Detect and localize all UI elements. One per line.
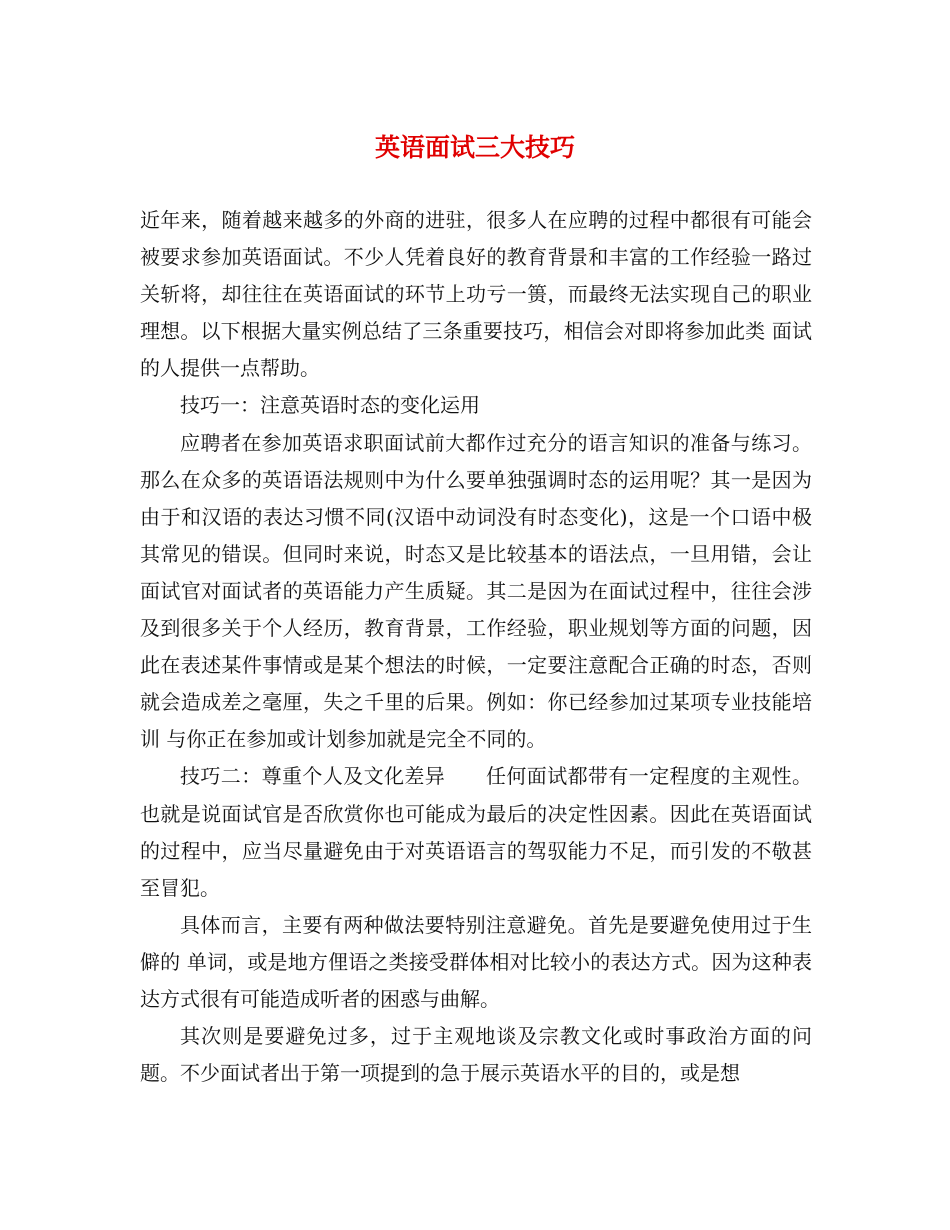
- document-body: [140, 202, 812, 1092]
- tip-one-heading: 技巧一：注意英语时态的变化运用: [180, 393, 480, 418]
- tip-two-paragraph: 技巧二：尊重个人及文化差异 任何面试都带有一定程度的主观性。也就是说面试官是否欣赏你也可能成为最后的决定性因素。因此在英语面试的过程中，应当尽量避免由于对英语语言的驾驭能力不足，而引发的不敬甚至冒犯。: [140, 764, 812, 900]
- intro-paragraph: 近年来，随着越来越多的外商的进驻，很多人在应聘的过程中都很有可能会被要求参加英语面试。不少人凭着良好的教育背景和丰富的工作经验一路过关斩将，却往往在英语面试的环节上功亏一篑，而最终无法实现自己的职业理想。以下根据大量实例总结了三条重要技巧，相信会对即将参加此类 面试的人提供一点帮助。: [140, 208, 812, 381]
- tip-one-paragraph: 应聘者在参加英语求职面试前大都作过充分的语言知识的准备与练习。那么在众多的英语语法规则中为什么要单独强调时态的运用呢？其一是因为由于和汉语的表达习惯不同(汉语中动词没有时态变化)，这是一个口语中极其常见的错误。但同时来说，时态又是比较基本的语法点，一旦用错，会让面试官对面试者的英语能力产生质疑。其二是因为在面试过程中，往往会涉及到很多关于个人经历，教育背景，工作经验，职业规划等方面的问题，因此在表述某件事情或是某个想法的时候，一定要注意配合正确的时态，否则就会造成差之毫厘，失之千里的后果。例如：你已经参加过某项专业技能培训 与你正在参加或计划参加就是完全不同的。: [140, 430, 812, 752]
- tip-two-second-point-paragraph: 其次则是要避免过多，过于主观地谈及宗教文化或时事政治方面的问题。不少面试者出于第一项提到的急于展示英语水平的目的，或是想: [140, 1024, 812, 1086]
- tip-two-detail-paragraph: 具体而言，主要有两种做法要特别注意避免。首先是要避免使用过于生僻的 单词，或是地方俚语之类接受群体相对比较小的表达方式。因为这种表达方式很有可能造成听者的困惑与曲解。: [140, 912, 812, 1011]
- document-title: 英语面试三大技巧: [374, 133, 575, 162]
